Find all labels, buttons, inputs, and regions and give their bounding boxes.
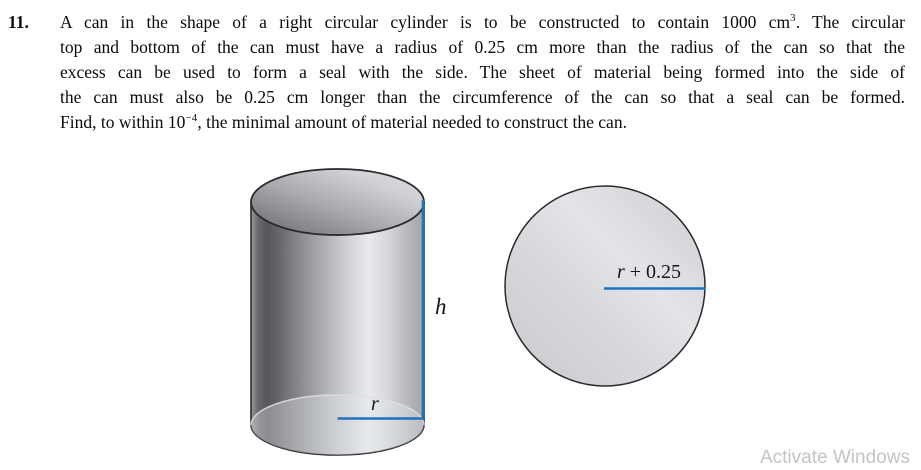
text-segment: the can must also be 0.25 cm longer than the circumference of the can so that a seal can be formed.: [60, 87, 905, 107]
text-segment: A can in the shape of a right circular cylinder is to be constructed to contain 1000 cm: [60, 12, 791, 32]
problem-text-line: [60, 110, 905, 135]
text-segment: , the minimal amount of material needed to construct the can.: [197, 112, 627, 132]
lid-radius-label-variable: r: [616, 261, 625, 283]
cylinder-figure: [243, 163, 453, 463]
lid-radius-label-suffix: + 0.25: [624, 261, 682, 283]
cylinder-top-ellipse: [251, 169, 424, 235]
text-segment: top and bottom of the can must have a radius of 0.25 cm more than the radius of the can so that the: [60, 37, 905, 57]
radius-label: r: [371, 393, 379, 415]
problem-text-line: [60, 10, 905, 35]
superscript: 3: [790, 12, 796, 25]
text-segment: Find, to within 10: [60, 112, 186, 132]
problem-text-line: [60, 60, 905, 85]
text-segment: . The circular: [795, 12, 905, 32]
problem-statement: [60, 10, 905, 135]
height-label: h: [435, 294, 447, 319]
lid-radius-label: [617, 261, 681, 283]
lid-circle: [505, 186, 705, 386]
problem-text-line: [60, 85, 905, 110]
problem-number: 11.: [8, 12, 29, 32]
activate-windows-watermark: Activate Windows: [760, 447, 910, 468]
text-segment: excess can be used to form a seal with the side. The sheet of material being formed into the side of: [60, 62, 905, 82]
lid-circle-figure: [500, 181, 715, 393]
problem-text-line: [60, 35, 905, 60]
superscript: −4: [185, 112, 198, 125]
